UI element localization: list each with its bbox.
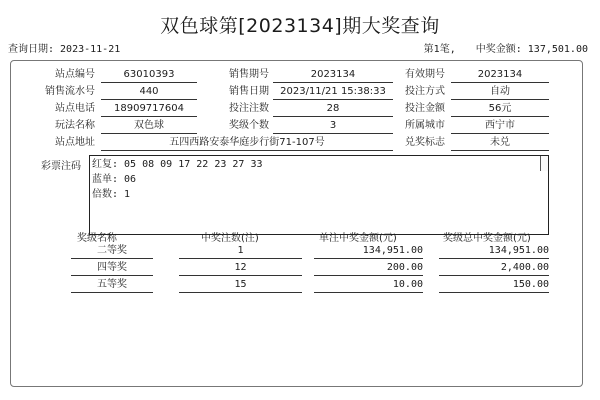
field-value-game-name: 双色球 <box>101 119 197 134</box>
field-label-sale-date: 销售日期 <box>229 86 269 97</box>
field-label-station-address: 站点地址 <box>55 137 95 148</box>
ticket-line-blue: 蓝单: 06 <box>92 174 137 185</box>
field-row <box>11 136 582 153</box>
field-row <box>11 119 582 136</box>
field-row <box>11 85 582 102</box>
prize-level-cell: 四等奖 <box>71 261 153 276</box>
total-prize-cell: 150.00 <box>439 278 549 293</box>
single-prize-cell: 134,951.00 <box>314 244 423 259</box>
field-value-serial-no: 440 <box>101 85 197 100</box>
total-prize-cell: 2,400.00 <box>439 261 549 276</box>
winning-bets-cell: 15 <box>179 278 302 293</box>
field-label-bet-amount: 投注金额 <box>405 103 445 114</box>
header-single-prize: 单注中奖金额(元) <box>319 233 397 244</box>
field-value-bet-count: 28 <box>273 102 393 117</box>
field-value-redeem-flag: 未兑 <box>451 136 549 151</box>
winning-bets-cell: 12 <box>179 261 302 276</box>
header-winning-bets: 中奖注数(注) <box>201 233 259 244</box>
field-label-serial-no: 销售流水号 <box>45 86 95 97</box>
field-value-prize-level-count: 3 <box>273 119 393 134</box>
field-label-station-id: 站点编号 <box>55 69 95 80</box>
prize-level-cell: 五等奖 <box>71 278 153 293</box>
ticket-numbers-box[interactable] <box>89 155 549 235</box>
prize-summary <box>410 40 588 55</box>
field-label-game-name: 玩法名称 <box>55 120 95 131</box>
field-row <box>11 102 582 119</box>
page-title: 双色球第[2023134]期大奖查询 <box>160 15 440 37</box>
query-date: 查询日期: 2023-11-21 <box>8 44 121 55</box>
ticket-line-multiple: 倍数: 1 <box>92 189 131 200</box>
field-value-station-id: 63010393 <box>101 68 197 83</box>
field-value-valid-period: 2023134 <box>451 68 549 83</box>
field-label-sale-period: 销售期号 <box>229 69 269 80</box>
field-value-sale-date: 2023/11/21 15:38:33 <box>273 85 393 100</box>
table-row <box>11 261 582 278</box>
prize-level-cell: 二等奖 <box>71 244 153 259</box>
single-prize-cell: 200.00 <box>314 261 423 276</box>
field-label-bet-count: 投注注数 <box>229 103 269 114</box>
winning-bets-cell: 1 <box>179 244 302 259</box>
header-prize-level: 奖级名称 <box>77 233 117 244</box>
record-count: 第1笔, <box>423 44 456 55</box>
ticket-numbers-scrollbar[interactable] <box>540 156 548 171</box>
table-row <box>11 278 582 295</box>
total-prize-cell: 134,951.00 <box>439 244 549 259</box>
ticket-line-red: 红复: 05 08 09 17 22 23 27 33 <box>92 159 263 170</box>
table-row <box>11 244 582 261</box>
field-value-bet-amount: 56元 <box>451 102 549 117</box>
field-label-station-phone: 站点电话 <box>55 103 95 114</box>
total-prize-amount: 中奖金额: 137,501.00 <box>475 44 588 55</box>
field-value-station-phone: 18909717604 <box>101 102 197 117</box>
field-label-valid-period: 有效期号 <box>405 69 445 80</box>
ticket-numbers-label: 彩票注码 <box>41 161 81 172</box>
field-label-prize-level-count: 奖级个数 <box>229 120 269 131</box>
single-prize-cell: 10.00 <box>314 278 423 293</box>
field-label-bet-method: 投注方式 <box>405 86 445 97</box>
field-row <box>11 68 582 85</box>
ticket-detail-panel <box>10 60 583 387</box>
field-label-redeem-flag: 兑奖标志 <box>405 137 445 148</box>
field-value-station-address: 五四西路安泰华庭步行街71-107号 <box>101 136 393 151</box>
field-label-city: 所属城市 <box>405 120 445 131</box>
header-total-prize: 奖级总中奖金额(元) <box>443 233 531 244</box>
field-value-bet-method: 自动 <box>451 85 549 100</box>
field-value-city: 西宁市 <box>451 119 549 134</box>
field-value-sale-period: 2023134 <box>273 68 393 83</box>
